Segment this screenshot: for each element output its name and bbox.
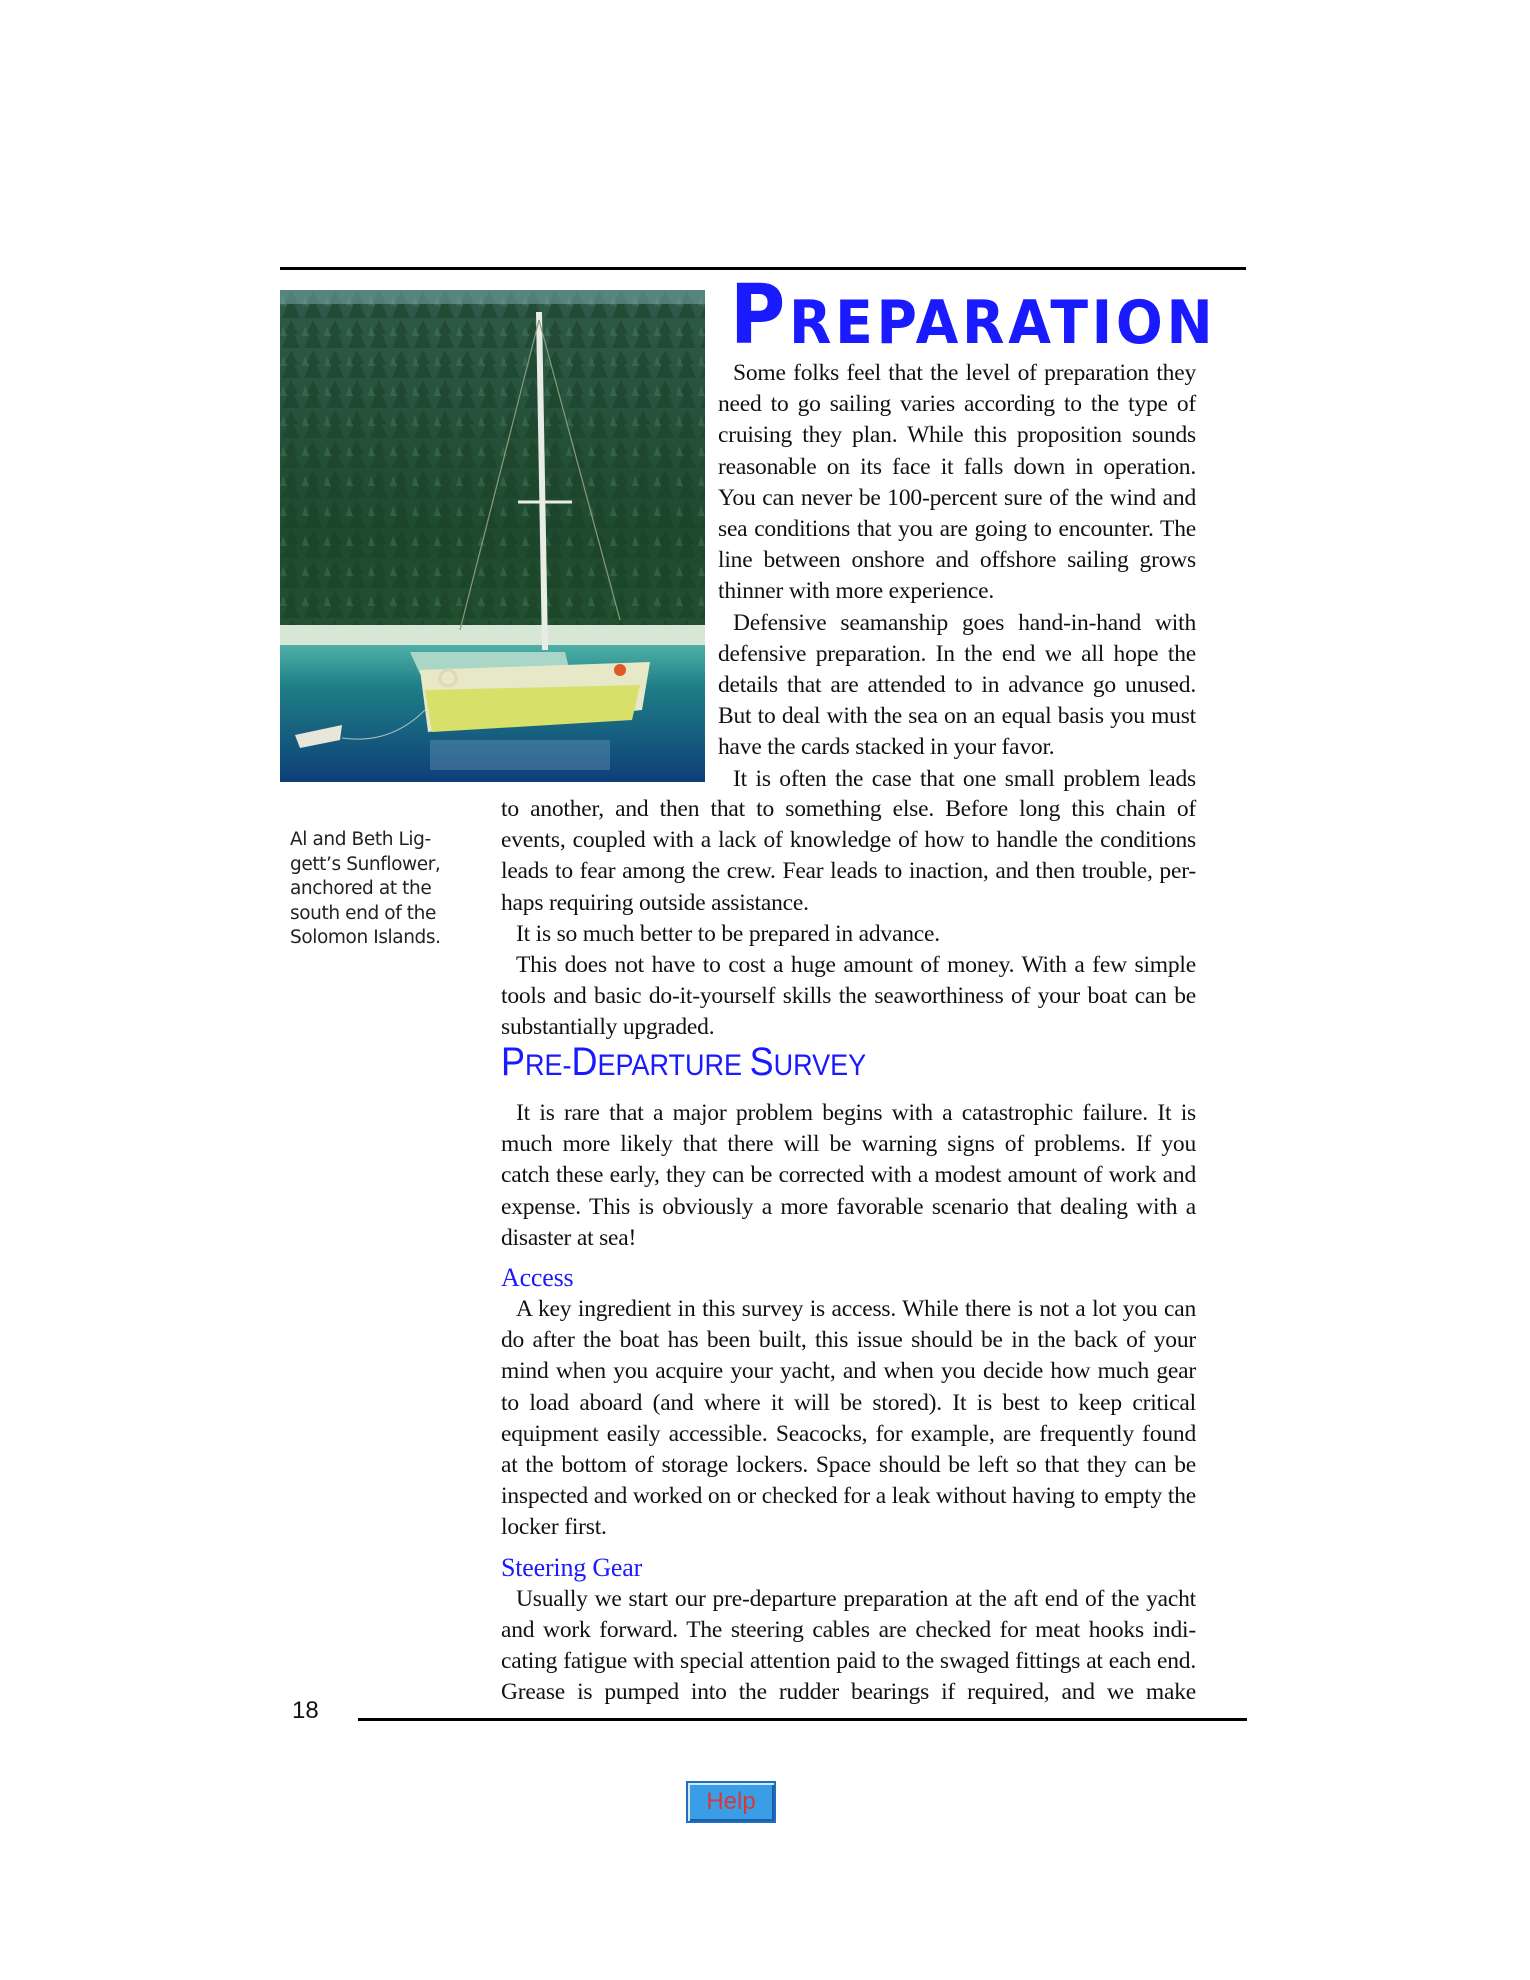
- access-paragraph: A key ingredient in this survey is access. While there is not a lot you can do after the boat has been built, this issue should be in the back of your mind when you acquire your yacht, and when you decide how much gear to load aboard (and where it will be stored). It is best to keep critical equipment easily accessible. Seacocks, for example, are frequently found at the bottom of storage lockers. Space should be left so that they can be inspected and worked on or checked for a leak without having to empty the locker first.: [501, 1296, 1196, 1541]
- intro-column: [718, 358, 1196, 795]
- sailboat-photo: [280, 290, 705, 782]
- title-initial: P: [730, 268, 789, 363]
- intro-paragraph: Defensive seamanship goes hand-in-hand with defensive preparation. In the end we all hope the details that are attended to in advance go unused. But to deal with the sea on an equal basis you must have the cards stacked in your favor.: [718, 609, 1196, 761]
- main-column: [501, 794, 1196, 1044]
- page-title: [730, 270, 1216, 369]
- subsection-heading-access: Access: [501, 1263, 574, 1293]
- bottom-rule: [358, 1718, 1247, 1721]
- heading-part: P: [501, 1040, 526, 1084]
- photo-caption: Al and Beth Lig- gett’s Sunflower, anchored at the south end of the Solomon Islands.: [290, 829, 441, 948]
- title-rest: REPARATION: [788, 288, 1217, 358]
- heading-part: EPARTURE: [597, 1049, 750, 1082]
- steering-paragraph: Usually we start our pre-departure preparation at the aft end of the yacht and work forward. The steering cables are checked for meat hooks indi- cating fatigue with special attention paid to the swaged fittings at each end. Grease is pumped into the rudder bearings if required, and we make: [501, 1585, 1196, 1706]
- page-number: 18: [292, 1697, 319, 1724]
- subsection-heading-steering: Steering Gear: [501, 1552, 643, 1582]
- help-button[interactable]: Help: [686, 1781, 776, 1823]
- body-paragraph: This does not have to cost a huge amount of money. With a few simple tools and basic do-it-yourself skills the seaworthiness of your boat can be substantially upgraded.: [501, 952, 1196, 1041]
- survey-paragraph: It is rare that a major problem begins with a catastrophic failure. It is much more likely that there will be warning signs of problems. If you catch these early, they can be corrected with a modest amount of work and expense. This is obviously a more favorable scenario that dealing with a disaster at sea!: [501, 1100, 1196, 1251]
- body-paragraph: to another, and then that to something else. Before long this chain of events, coupled with a lack of knowledge of how to handle the conditions leads to fear among the crew. Fear leads to inaction, and then trouble, per- haps requiring outside assistance.: [501, 796, 1196, 916]
- body-paragraph: It is so much better to be prepared in advance.: [516, 920, 940, 947]
- survey-column: [501, 1098, 1196, 1708]
- section-heading: [501, 1040, 866, 1088]
- intro-paragraph: It is often the case that one small problem leads: [733, 765, 1196, 792]
- intro-paragraph: Some folks feel that the level of preparation they need to go sailing varies according to the type of cruising they plan. While this proposition sounds reasonable on its face it falls down in operation. You can never be 100-percent sure of the wind and sea conditions that you are going to encounter. The line between onshore and offshore sailing grows thinner with more experience.: [718, 360, 1196, 605]
- heading-part: D: [571, 1040, 598, 1084]
- heading-part: RE-: [525, 1049, 572, 1082]
- heading-part: URVEY: [773, 1049, 867, 1082]
- heading-part: S: [749, 1040, 774, 1084]
